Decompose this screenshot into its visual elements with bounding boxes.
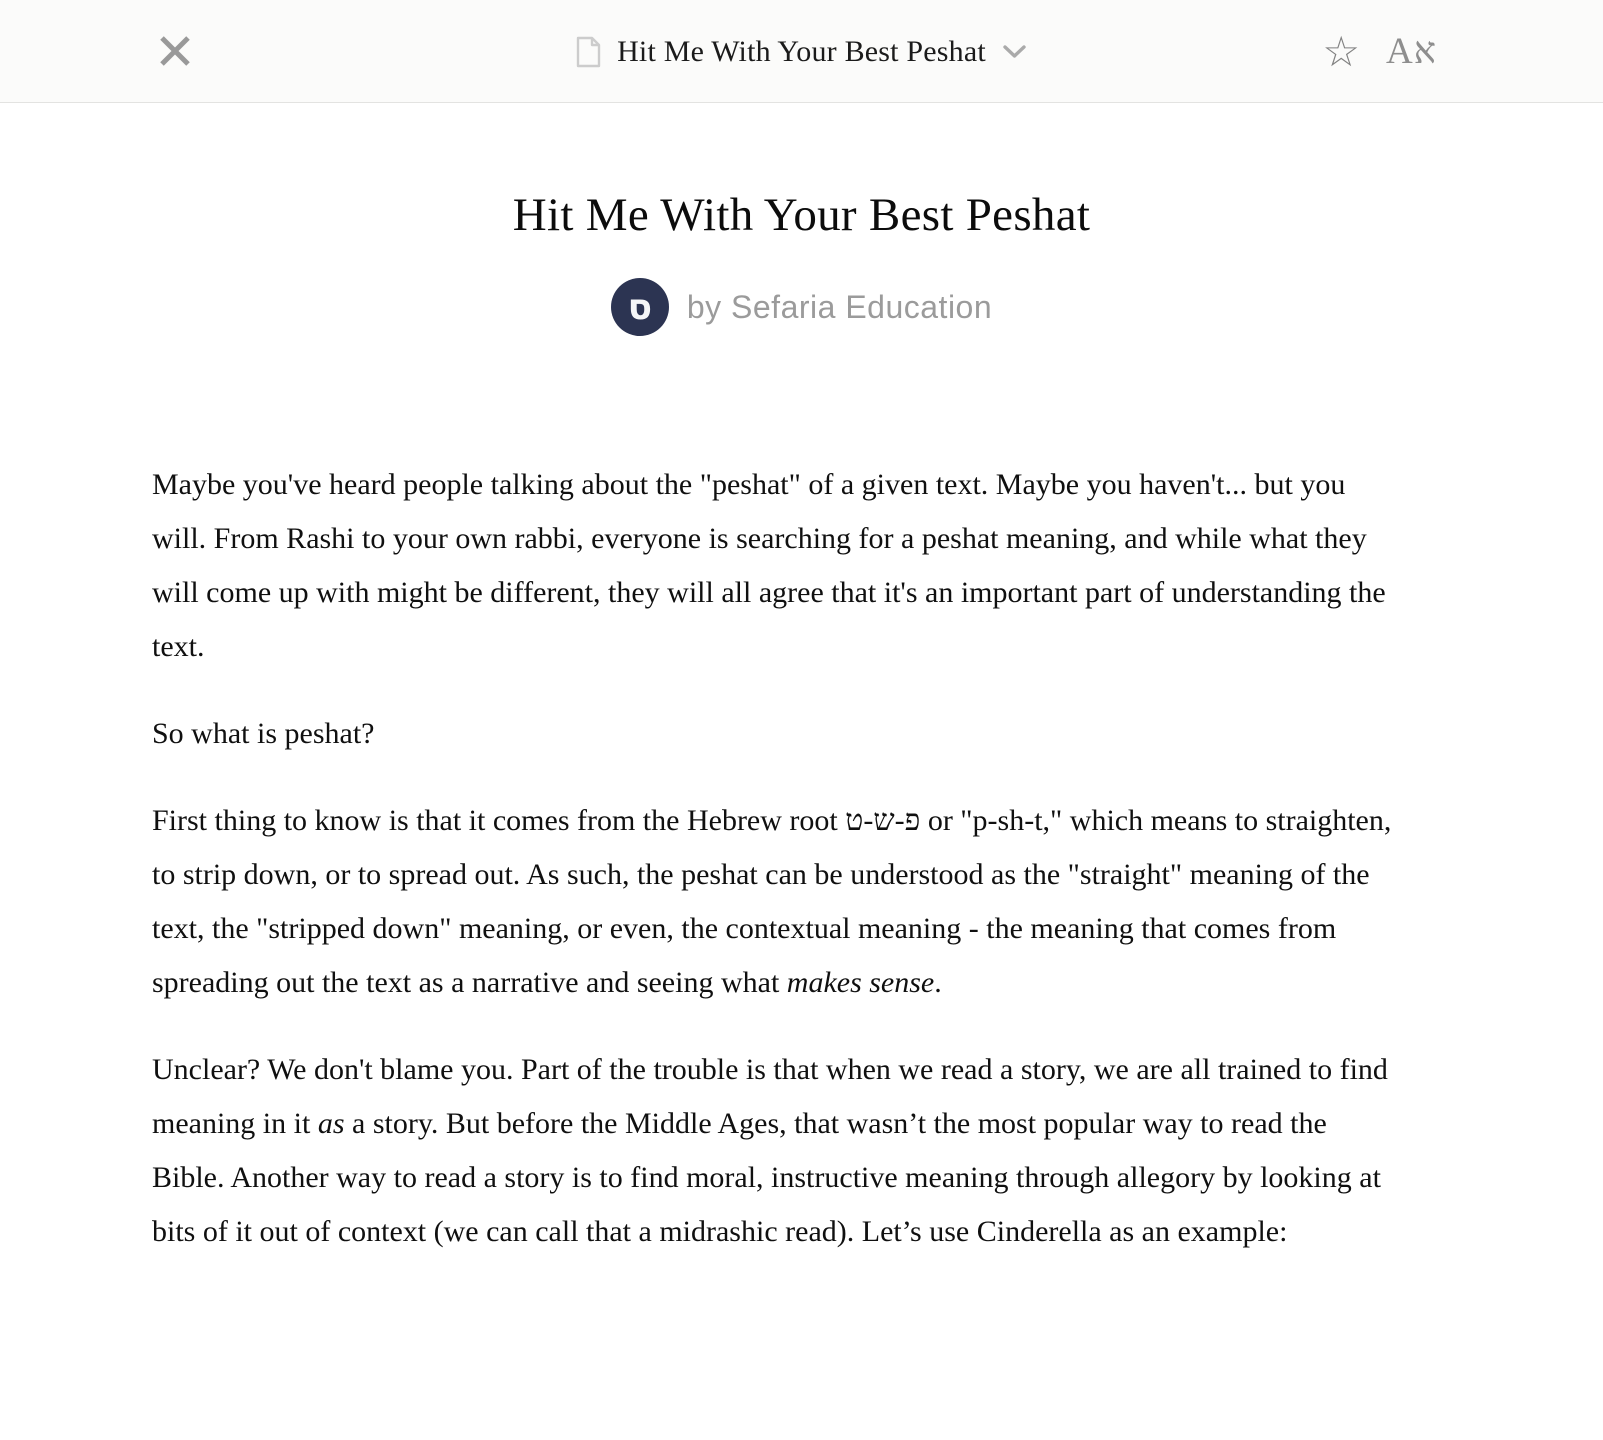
avatar[interactable]: ס (611, 278, 669, 336)
paragraph-run: First thing to know is that it comes from the Hebrew root פ-ש-ט or "p-sh-t," which means to straighten, to strip down, or to spread out. As such, the peshat can be understood as the "straight" meaning of the text, the "stripped down" meaning, or even, the contextual meaning - the meaning that comes from spreading out the text as a narrative and seeing what (152, 804, 1392, 999)
paragraph-run-italic: makes sense (786, 966, 935, 999)
star-icon[interactable]: ☆ (1322, 26, 1361, 76)
font-size-icon[interactable]: Aא (1386, 31, 1437, 72)
paragraph (152, 1043, 1397, 1259)
paragraph (152, 794, 1397, 1010)
close-icon (156, 32, 194, 70)
paragraph-run: a story. But before the Middle Ages, that wasn’t the most popular way to read the Bible. Another way to read a story is to find moral, instructive meaning through allegory by looking at bits of it out of context (we can call that a midrashic read). Let’s use Cinderella as an example: (152, 1107, 1381, 1248)
paragraph-run: Unclear? We don't blame you. Part of the trouble is that when we read a story, we are all trained to find meaning in it (152, 1053, 1388, 1140)
paragraph-run: . (934, 966, 942, 999)
paragraph-run-italic: as (317, 1107, 345, 1140)
paragraph-run: Maybe you've heard people talking about the "peshat" of a given text. Maybe you haven't... but you will. From Rashi to your own rabbi, everyone is searching for a peshat meaning, and while what they will come up with might be different, they will all agree that it's an important part of understanding the text. (152, 468, 1386, 663)
sheet-title-dropdown[interactable] (576, 35, 1027, 69)
topbar-actions (1322, 0, 1437, 103)
paragraph-run: So what is peshat? (152, 717, 375, 750)
byline (0, 278, 1603, 336)
page-title: Hit Me With Your Best Peshat (512, 189, 1091, 241)
paragraph (152, 707, 1397, 761)
document-icon (576, 36, 601, 68)
byline-author-link[interactable]: by Sefaria Education (686, 288, 993, 325)
topbar-title: Hit Me With Your Best Peshat (617, 34, 986, 68)
close-button[interactable] (152, 28, 198, 74)
sheet-body (152, 458, 1397, 1259)
topbar (0, 0, 1603, 103)
chevron-down-icon (1002, 44, 1027, 60)
paragraph (152, 458, 1397, 674)
